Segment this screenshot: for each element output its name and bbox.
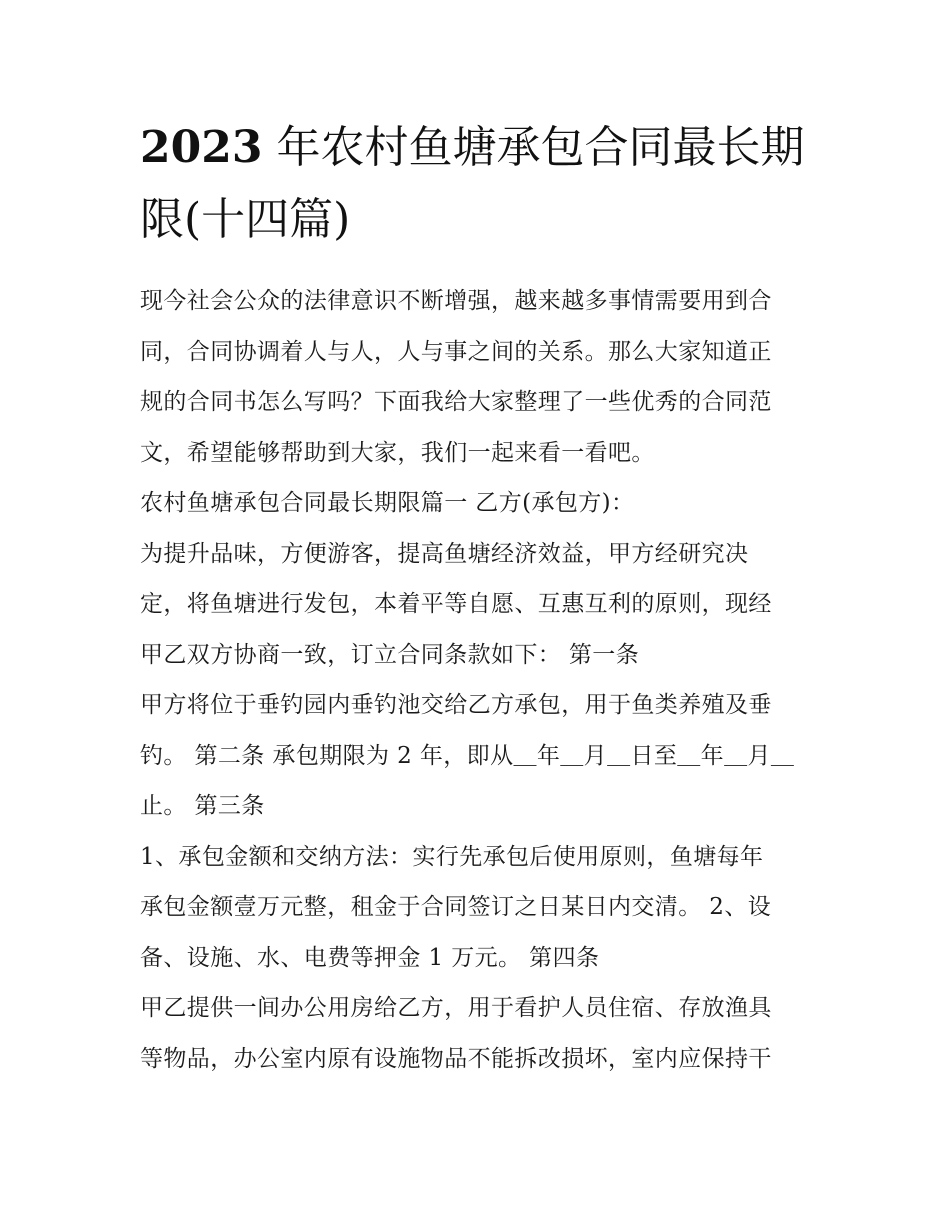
document-title [140, 112, 840, 256]
paragraph-section-heading: 农村鱼塘承包合同最长期限篇一 乙方(承包方)： [140, 490, 635, 516]
title-text: 年农村鱼塘承包合同最长期限(十四篇) [140, 122, 805, 245]
paragraph-preamble: 为提升品味，方便游客，提高鱼塘经济效益，甲方经研究决 定，将鱼塘进行发包，本着平等自愿、互惠互利的原则，现经 甲乙双方协商一致，订立合同条款如下： 第一条 [140, 540, 772, 668]
paragraph-intro: 现今社会公众的法律意识不断增强，越来越多事情需要用到合 同，合同协调着人与人，人与事之间的关系。那么大家知道正 规的合同书怎么写吗？下面我给大家整理了一些优秀的合同范 文，希望能够帮助到大家，我们一起来看一看吧。 [140, 288, 772, 466]
document-body [140, 276, 820, 1084]
title-year: 2023 [140, 122, 263, 173]
paragraph-article-4: 甲乙提供一间办公用房给乙方，用于看护人员住宿、存放渔具 等物品，办公室内原有设施物品不能拆改损坏，室内应保持干 [140, 995, 772, 1072]
paragraph-article-1-2: 甲方将位于垂钓园内垂钓池交给乙方承包，用于鱼类养殖及垂 钓。 第二条 承包期限为 2 年，即从＿年＿月＿日至＿年＿月＿ 止。 第三条 [140, 692, 795, 819]
paragraph-article-3: 1、承包金额和交纳方法：实行先承包后使用原则，鱼塘每年 承包金额壹万元整，租金于合同签订之日某日内交清。 2、设 备、设施、水、电费等押金 1 万元。 第四条 [140, 843, 772, 971]
